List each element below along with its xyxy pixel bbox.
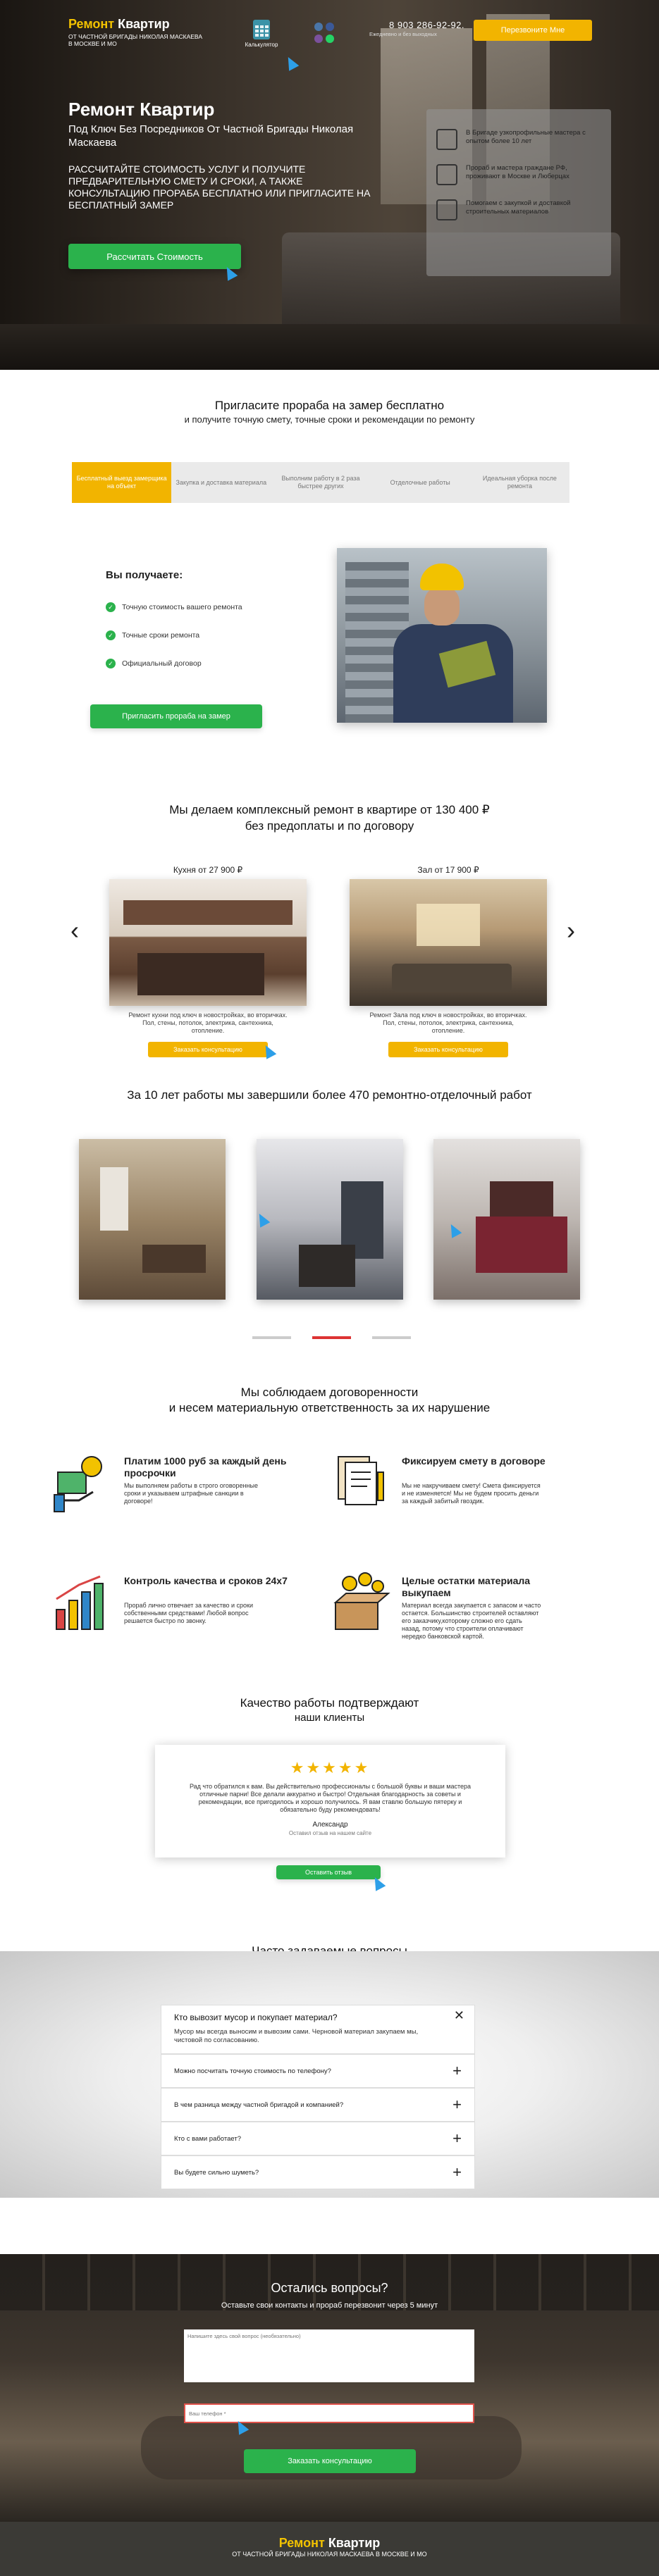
calculator-link[interactable] (237, 20, 286, 48)
review-card (155, 1745, 505, 1858)
leave-review-button[interactable]: Оставить отзыв (276, 1865, 381, 1879)
logo[interactable] (68, 17, 202, 47)
service-card (109, 865, 307, 1057)
hero-offer: РАССЧИТАЙТЕ СТОИМОСТЬ УСЛУГ И ПОЛУЧИТЕ ПРЕДВАРИТЕЛЬНУЮ СМЕТУ И СРОКИ, А ТАКЖЕ КОНСУЛЬТАЦИЮ ПРОРАБА БЕСПЛАТНО ИЛИ ПРИГЛАСИТЕ НА БЕСПЛАТНЫЙ ЗАМЕР (68, 163, 371, 211)
list-item: ✓ Точную стоимость вашего ремонта (106, 602, 242, 612)
rating-stars: ★★★★★ (290, 1759, 371, 1777)
review-author: Александр (312, 1821, 348, 1829)
coins-box-icon (328, 1571, 392, 1634)
plus-icon: + (452, 2129, 462, 2147)
guarantee-title: Мы соблюдаем договоренности (240, 1386, 419, 1399)
slider-dot[interactable] (252, 1336, 291, 1339)
contact-section (0, 2254, 659, 2522)
facebook-icon[interactable] (326, 23, 334, 31)
gallery-photo[interactable] (257, 1139, 403, 1300)
order-consultation-button[interactable]: Заказать консультацию (388, 1042, 508, 1057)
hero-background-floor (0, 324, 659, 370)
close-icon[interactable]: ✕ (453, 2008, 464, 2022)
callback-button[interactable]: Перезвоните Мне (474, 20, 592, 41)
viber-icon[interactable] (314, 35, 323, 43)
complex-title: Мы делаем комплексный ремонт в квартире от 130 400 ₽ (169, 803, 490, 816)
faq-answer: Мусор мы всегда выносим и вывозим сами. Черновой материал закупаем мы, чистовой по согласованию. (174, 2028, 419, 2044)
living-room-photo (350, 879, 547, 1006)
card-title: Кухня от 27 900 ₽ (173, 865, 243, 875)
invite-title: Пригласите прораба на замер бесплатно (214, 399, 445, 412)
faq-item-open[interactable] (161, 2005, 475, 2054)
next-arrow-icon[interactable]: › (567, 916, 575, 945)
tab-speed[interactable]: Выполним работу в 2 раза быстрее других (281, 475, 360, 490)
kitchen-photo (109, 879, 307, 1006)
tab-free-measure[interactable]: Бесплатный выезд замерщика на объект (72, 462, 171, 503)
cursor-icon (283, 54, 300, 70)
calculator-label: Калькулятор (245, 42, 278, 48)
plus-icon: + (452, 2096, 462, 2113)
money-hand-icon (51, 1451, 114, 1514)
gallery-photo[interactable] (79, 1139, 226, 1300)
passport-icon (436, 164, 457, 185)
card-description: Ремонт кухни под ключ в новостройках, во вторичках. Пол, стены, потолок, электрика, сантехника, отопление. (128, 1012, 288, 1034)
service-tabs (72, 462, 569, 503)
plus-icon: + (452, 2062, 462, 2079)
hero-section (0, 0, 659, 370)
faq-item[interactable]: В чем разница между частной бригадой и компанией? + (161, 2088, 475, 2122)
list-item: ✓ Официальный договор (106, 659, 242, 668)
benefit-item: Помогаем с закупкой и доставкой строительных материалов (436, 199, 601, 220)
logo-title: Ремонт Квартир (68, 17, 170, 31)
slider-dots (252, 1336, 411, 1339)
order-consultation-button[interactable]: Заказать консультацию (244, 2449, 416, 2473)
footer (0, 2522, 659, 2576)
slider-dot-active[interactable] (312, 1336, 351, 1339)
footer-logo-subtitle: ОТ ЧАСТНОЙ БРИГАДЫ НИКОЛАЯ МАСКАЕВА В МОСКВЕ И МО (232, 2551, 427, 2558)
list-item: ✓ Точные сроки ремонта (106, 630, 242, 640)
calculator-icon (253, 20, 270, 39)
vk-icon[interactable] (314, 23, 323, 31)
faq-item[interactable]: Можно посчитать точную стоимость по телефону? + (161, 2054, 475, 2088)
faq-item[interactable]: Кто с вами работает? + (161, 2122, 475, 2155)
works-title: За 10 лет работы мы завершили более 470 ремонтно-отделочный работ (127, 1088, 532, 1102)
guarantee-item: Контроль качества и сроков 24х7 Прораб лично отвечает за качество и сроки собственными средствами! Любой вопрос решается быстро по звонку. (51, 1571, 290, 1641)
tab-finishing[interactable]: Отделочные работы (390, 478, 450, 486)
contact-title: Остались вопросы? (271, 2281, 388, 2295)
invite-foreman-button[interactable]: Пригласить прораба на замер (90, 704, 262, 728)
contract-icon (328, 1451, 392, 1514)
reviews-subtitle: наши клиенты (294, 1712, 365, 1724)
complex-subtitle: без предоплаты и по договору (245, 819, 414, 833)
check-icon: ✓ (106, 659, 116, 668)
card-title: Зал от 17 900 ₽ (417, 865, 479, 875)
faq-question: Кто вывозит мусор и покупает материал? (174, 2012, 338, 2022)
phone-number[interactable]: 8 903 286-92-92. (389, 20, 465, 30)
tab-materials[interactable]: Закупка и доставка материала (175, 478, 267, 486)
plus-icon: + (452, 2163, 462, 2181)
growth-chart-icon (51, 1571, 114, 1634)
worker-icon (436, 129, 457, 150)
guarantee-subtitle: и несем материальную ответственность за их нарушение (168, 1401, 491, 1414)
message-input[interactable] (184, 2329, 474, 2382)
faq-accordion (161, 2005, 475, 2189)
guarantee-item: Платим 1000 руб за каждый день просрочки Мы выполняем работы в строго оговоренные сроки и указываем штрафные санкции в договоре! (51, 1451, 290, 1522)
benefits-list (106, 569, 242, 687)
slider-dot[interactable] (372, 1336, 411, 1339)
guarantee-item: Фиксируем смету в договоре Мы не накручиваем смету! Смета фиксируется и не изменяется! Мы не будем просить деньги за каждый забитый гвоздик. (328, 1451, 568, 1522)
foreman-photo (337, 548, 547, 723)
gallery-photo[interactable] (433, 1139, 580, 1300)
work-hours: Ежедневно и без выходных (369, 31, 437, 37)
truck-icon (436, 199, 457, 220)
card-description: Ремонт Зала под ключ в новостройках, во вторичках. Пол, стены, потолок, электрика, сантехника, отопление. (369, 1012, 527, 1034)
hero-title: Ремонт Квартир (68, 99, 215, 120)
social-links (314, 23, 334, 43)
guarantee-item: Целые остатки материала выкупаем Материал всегда закупается с запасом и часто остается. Большинство строителей оставляют его заказчику,которому сложно его сдать назад, потому что строители оплачивают нередко банковской картой. (328, 1571, 568, 1641)
reviews-title: Качество работы подтверждают (240, 1696, 419, 1710)
review-source[interactable]: Оставил отзыв на нашем сайте (288, 1830, 372, 1836)
hero-subtitle: Под Ключ Без Посредников От Частной Бригады Николая Маскаева (68, 123, 354, 149)
order-consultation-button[interactable]: Заказать консультацию (148, 1042, 268, 1057)
service-card (350, 865, 547, 1057)
contact-subtitle: Оставьте свои контакты и прораб перезвонит через 5 минут (221, 2301, 438, 2310)
calculate-cost-button[interactable]: Рассчитать Стоимость (68, 244, 241, 269)
benefit-item: В Бригаде узкопрофильные мастера с опытом более 10 лет (436, 129, 601, 150)
hero-benefits-box (426, 109, 611, 276)
whatsapp-icon[interactable] (326, 35, 334, 43)
check-icon: ✓ (106, 602, 116, 612)
footer-logo-title[interactable]: Ремонт Квартир (278, 2536, 381, 2550)
invite-subtitle: и получите точную смету, точные сроки и рекомендации по ремонту (184, 414, 475, 425)
tab-cleaning[interactable]: Идеальная уборка после ремонта (482, 475, 557, 490)
benefits-list-title: Вы получаете: (106, 569, 183, 581)
phone-input[interactable] (184, 2403, 474, 2423)
benefit-item: Прораб и мастера граждане РФ, проживают в Москве и Люберцах (436, 164, 601, 185)
logo-subtitle: ОТ ЧАСТНОЙ БРИГАДЫ НИКОЛАЯ МАСКАЕВА В МОСКВЕ И МО (68, 33, 202, 47)
prev-arrow-icon[interactable]: ‹ (70, 916, 79, 945)
check-icon: ✓ (106, 630, 116, 640)
review-text: Рад что обратился к вам. Вы действительно профессионалы с большой буквы и ваши мастера отличные парни! Все делали аккуратно и быстро! Отдельная благодарность за советы и рекомендации, все пригодилось и хорошо получилось. Я вам ставлю большую пятерку и обязательно буду рекомендовать! (189, 1783, 472, 1813)
faq-item[interactable]: Вы будете сильно шуметь? + (161, 2155, 475, 2189)
